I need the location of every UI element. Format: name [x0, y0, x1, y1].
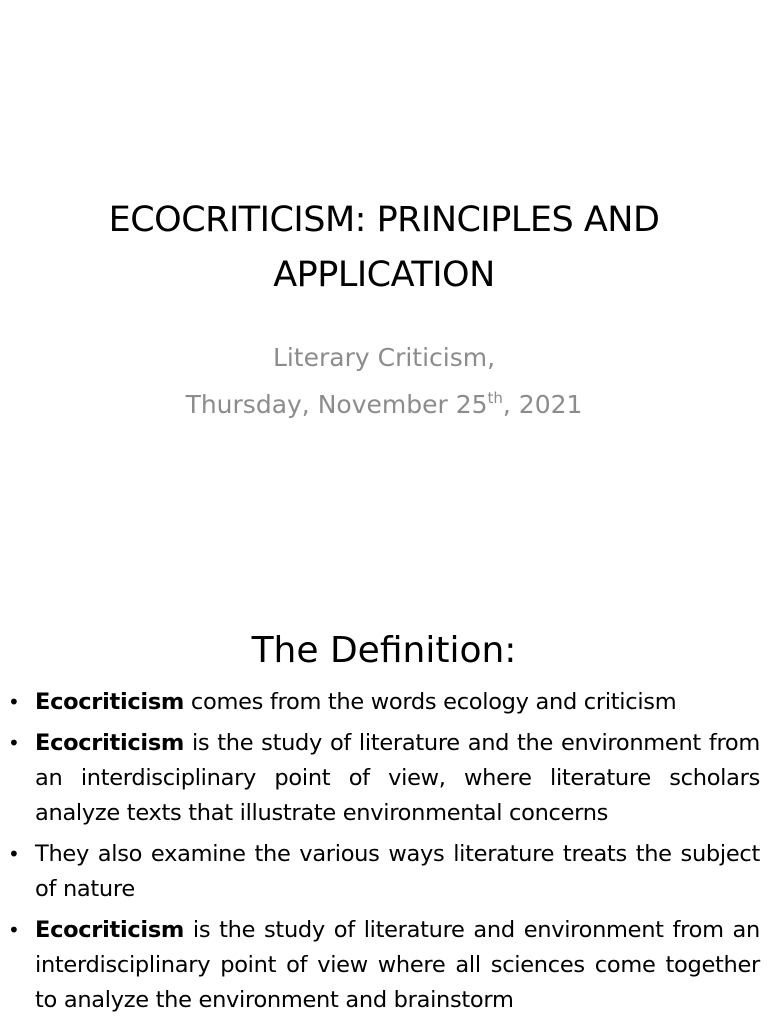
subtitle-date-ordinal: th [487, 389, 503, 407]
bullet-icon: • [8, 918, 20, 942]
bullet-item [8, 837, 760, 907]
slide-heading: The Definition: [251, 630, 517, 671]
bullet-icon: • [8, 731, 20, 755]
title-line-2: APPLICATION [273, 255, 495, 295]
bullet-text: is the study of literature and environment from an interdisciplinary point of view where all sciences come together to analyze the environment and brainstorm [35, 917, 760, 1013]
slide-subtitle [40, 334, 728, 428]
bullet-text: They also examine the various ways literature treats the subject of nature [35, 841, 760, 902]
bullet-text: comes from the words ecology and criticism [184, 689, 677, 715]
bullet-item [8, 913, 760, 1018]
bullet-term: Ecocriticism [35, 730, 185, 756]
subtitle-date [40, 381, 728, 428]
slide-title [40, 193, 728, 303]
bullet-term: Ecocriticism [35, 689, 185, 715]
subtitle-date-year: , 2021 [502, 390, 583, 419]
bullet-list [8, 685, 760, 1024]
subtitle-course: Literary Criticism, [272, 343, 496, 372]
bullet-text: is the study of literature and the environment from an interdisciplinary point of view, where literature scholars analyze texts that illustrate environmental concerns [35, 730, 760, 826]
definition-slide [0, 577, 768, 1024]
bullet-item [8, 726, 760, 831]
bullet-icon: • [8, 842, 20, 866]
bullet-item [8, 685, 760, 720]
subtitle-date-main: Thursday, November 25 [185, 390, 488, 419]
title-line-1: ECOCRITICISM: PRINCIPLES AND [108, 200, 660, 240]
bullet-term: Ecocriticism [35, 917, 185, 943]
bullet-icon: • [8, 690, 20, 714]
